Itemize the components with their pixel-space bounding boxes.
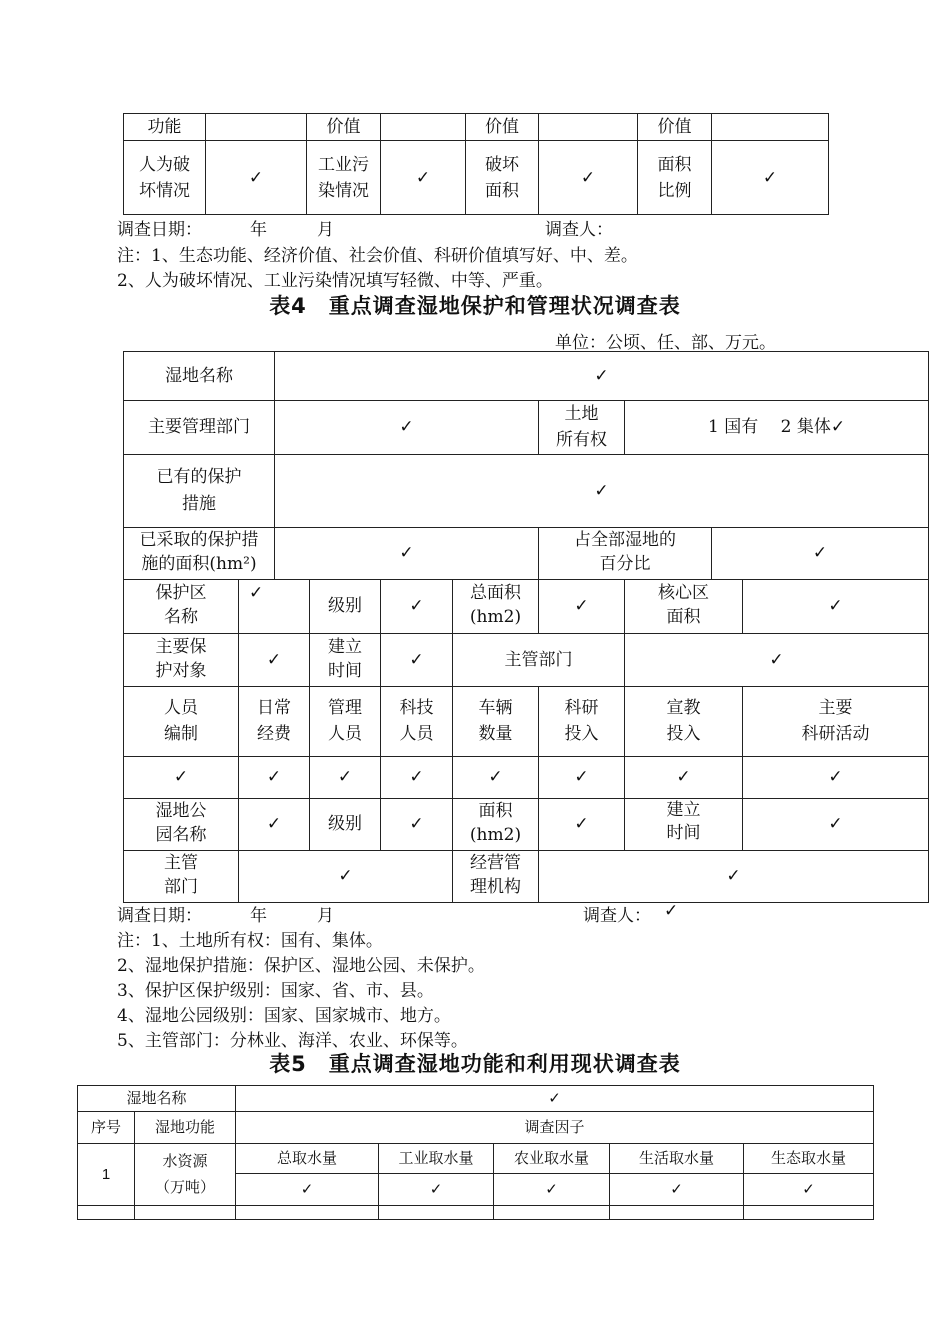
check-mark: ✓ (743, 579, 929, 633)
check-mark: ✓ (664, 901, 679, 921)
cell-value-1: 价值 (307, 114, 381, 141)
note-line: 4、湿地公园级别：国家、国家城市、地方。 (117, 1006, 451, 1026)
label-park-org: 经营管 理机构 (453, 850, 539, 902)
label-total-area: 总面积 (hm2) (453, 579, 539, 633)
label-industrial-pollution: 工业污 染情况 (307, 141, 381, 215)
table5-title: 表5 重点调查湿地功能和利用现状调查表 (269, 1052, 681, 1076)
check-mark: ✓ (239, 633, 310, 686)
label-park-area: 面积 (hm2) (453, 798, 539, 850)
cell-value-2: 价值 (466, 114, 539, 141)
check-mark: ✓ (743, 798, 929, 850)
check-mark: ✓ (494, 1174, 610, 1206)
label-land-ownership: 土地 所有权 (539, 401, 625, 455)
check-mark: ✓ (236, 1174, 379, 1206)
col-industrial-intake: 工业取水量 (379, 1144, 494, 1174)
check-mark: ✓ (539, 141, 638, 215)
check-mark: ✓ (239, 756, 310, 798)
check-mark: ✓ (539, 579, 625, 633)
row-number: 1 (78, 1144, 135, 1206)
check-mark: ✓ (381, 756, 453, 798)
label-area-ratio: 面积 比例 (638, 141, 712, 215)
label-daily-fund: 日常 经费 (239, 686, 310, 756)
label-supervisor: 主管部门 (453, 633, 625, 686)
label-tech-staff: 科技 人员 (381, 686, 453, 756)
table3 (123, 113, 829, 215)
surveyor-label: 调查人： (545, 220, 613, 240)
land-ownership-value (625, 401, 929, 455)
check-mark: ✓ (453, 756, 539, 798)
cell-value-3: 价值 (638, 114, 712, 141)
check-mark: ✓ (625, 756, 743, 798)
survey-year: 年 (250, 220, 267, 240)
note-line: 注：1、生态功能、经济价值、社会价值、科研价值填写好、中、差。 (117, 246, 638, 266)
label-main-target: 主要保 护对象 (124, 633, 239, 686)
label-function: 湿地功能 (135, 1112, 236, 1144)
label-measure-area: 已采取的保护措 施的面积(hm²) (124, 527, 275, 579)
col-agricultural-intake: 农业取水量 (494, 1144, 610, 1174)
check-mark: ✓ (625, 633, 929, 686)
table4-title: 表4 重点调查湿地保护和管理状况调查表 (269, 294, 681, 318)
col-total-intake: 总取水量 (236, 1144, 379, 1174)
label-park-built: 建立 时间 (625, 798, 743, 850)
survey-month: 月 (317, 220, 334, 240)
label-park-supervisor: 主管 部门 (124, 850, 239, 902)
check-mark: ✓ (539, 850, 929, 902)
label-core-area: 核心区 面积 (625, 579, 743, 633)
label-park-name: 湿地公 园名称 (124, 798, 239, 850)
note-line: 2、湿地保护措施：保护区、湿地公园、未保护。 (117, 956, 485, 976)
note-line: 3、保护区保护级别：国家、省、市、县。 (117, 981, 434, 1001)
label-existing-measures: 已有的保护 措施 (124, 454, 275, 527)
label-percent: 占全部湿地的 百分比 (539, 527, 712, 579)
note-line: 2、人为破坏情况、工业污染情况填写轻微、中等、严重。 (117, 271, 553, 291)
check-mark: ✓ (539, 756, 625, 798)
check-mark: ✓ (381, 633, 453, 686)
col-ecological-intake: 生态取水量 (744, 1144, 874, 1174)
note-line: 5、主管部门：分林业、海洋、农业、环保等。 (117, 1031, 468, 1051)
check-mark: ✓ (275, 401, 539, 455)
check-mark: ✓ (744, 1174, 874, 1206)
survey-date-label: 调查日期： (117, 906, 202, 926)
label-staff: 人员 编制 (124, 686, 239, 756)
note-line: 注：1、土地所有权：国有、集体。 (117, 931, 383, 951)
label-research-activity: 主要 科研活动 (743, 686, 929, 756)
survey-date-label: 调查日期： (117, 220, 202, 240)
check-mark: ✓ (275, 454, 929, 527)
survey-month: 月 (317, 906, 334, 926)
check-mark: ✓ (379, 1174, 494, 1206)
check-mark: ✓ (539, 798, 625, 850)
label-reserve-name: 保护区 名称 (124, 579, 239, 633)
check-mark: ✓ (610, 1174, 744, 1206)
table5 (77, 1085, 874, 1220)
cell-function: 功能 (124, 114, 206, 141)
check-mark: ✓ (381, 798, 453, 850)
check-mark: ✓ (275, 527, 539, 579)
check-mark: ✓ (239, 798, 310, 850)
check-mark: ✓ (124, 756, 239, 798)
label-vehicles: 车辆 数量 (453, 686, 539, 756)
label-built-time: 建立 时间 (310, 633, 381, 686)
label-water-resource: 水资源 （万吨） (135, 1144, 236, 1206)
survey-year: 年 (250, 906, 267, 926)
label-mgmt-staff: 管理 人员 (310, 686, 381, 756)
land-ownership-options: 1 国有 2 集体 (707, 417, 831, 438)
check-mark: ✓ (310, 756, 381, 798)
label-park-level: 级别 (310, 798, 381, 850)
check-mark: ✓ (239, 579, 310, 633)
check-mark: ✓ (236, 1086, 874, 1112)
unit-label: 单位：公顷、任、部、万元。 (555, 333, 776, 353)
check-mark: ✓ (712, 527, 929, 579)
label-human-damage: 人为破 坏情况 (124, 141, 206, 215)
label-level: 级别 (310, 579, 381, 633)
label-edu-invest: 宣教 投入 (625, 686, 743, 756)
check-mark: ✓ (239, 850, 453, 902)
label-wetland-name: 湿地名称 (124, 352, 275, 401)
check-mark: ✓ (275, 352, 929, 401)
label-wetland-name: 湿地名称 (78, 1086, 236, 1112)
surveyor-label: 调查人： (583, 906, 651, 926)
label-research-invest: 科研 投入 (539, 686, 625, 756)
label-seq: 序号 (78, 1112, 135, 1144)
col-domestic-intake: 生活取水量 (610, 1144, 744, 1174)
label-factor: 调查因子 (236, 1112, 874, 1144)
table4 (123, 351, 929, 903)
check-mark: ✓ (381, 579, 453, 633)
check-mark: ✓ (712, 141, 829, 215)
check-mark: ✓ (206, 141, 307, 215)
check-mark: ✓ (830, 417, 846, 438)
label-damage-area: 破坏 面积 (466, 141, 539, 215)
check-mark: ✓ (381, 141, 466, 215)
label-management-dept: 主要管理部门 (124, 401, 275, 455)
check-mark: ✓ (743, 756, 929, 798)
